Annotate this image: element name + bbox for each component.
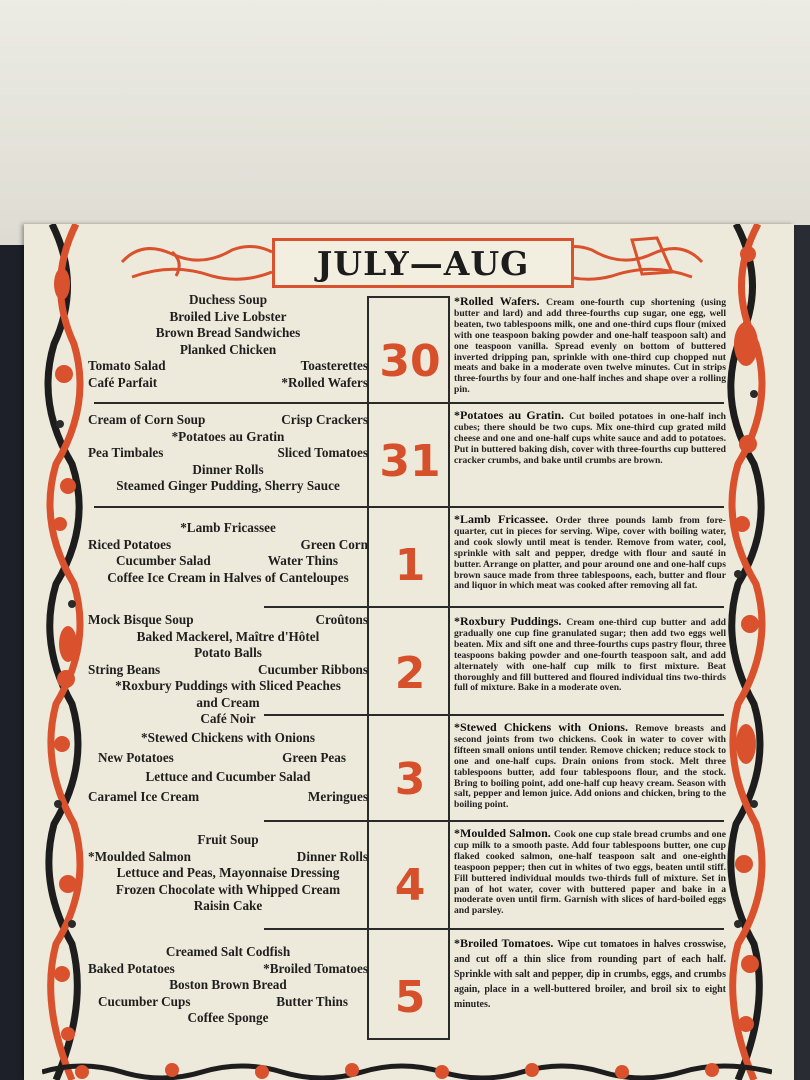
menu-line: Baked Potatoes *Broiled Tomatoes [88, 960, 368, 976]
menu-day-3 [88, 730, 368, 805]
menu-line: *Potatoes au Gratin [171, 428, 285, 444]
recipe-day-4 [454, 828, 726, 917]
menu-day-2 [88, 612, 368, 728]
menu-line: Frozen Chocolate with Whipped Cream [115, 881, 341, 897]
menu-line: Baked Mackerel, Maître d'Hôtel [136, 628, 320, 644]
day-number: 3 [394, 754, 426, 805]
day-number: 2 [394, 648, 426, 699]
row-divider-top [367, 296, 450, 298]
recipe-title: *Broiled Tomatoes. [454, 936, 558, 950]
menu-line: Fruit Soup [197, 832, 259, 847]
recipe-day-2 [454, 616, 726, 694]
menu-line: Dinner Rolls [192, 461, 264, 477]
menu-line: Lettuce and Peas, Mayonnaise Dressing [116, 865, 340, 880]
menu-day-31 [88, 412, 368, 495]
recipe-title: *Stewed Chickens with Onions. [454, 720, 636, 734]
photo-backdrop-left [0, 245, 26, 1080]
recipe-text: Wipe cut tomatoes in halves crosswise, and cut off a thin slice from rounding part of each half. Sprinkle with salt and pepper, dip in crumbs, eggs, and crumbs again, place in a well-buttered broiler, and broil six to eight minutes. [454, 939, 726, 1010]
menu-line: Cucumber Salad Water Thins [116, 553, 338, 568]
menu-line: Café Noir [200, 711, 256, 726]
menu-line: Coffee Sponge [187, 1010, 269, 1025]
menu-day-30 [88, 292, 368, 391]
menu-line: *Lamb Fricassee [180, 520, 276, 535]
menu-line: Boston Brown Bread [169, 977, 287, 992]
row-divider-bottom [367, 1038, 450, 1040]
row-divider-1 [94, 402, 724, 404]
menu-line: Steamed Ginger Pudding, Sherry Sauce [116, 478, 340, 493]
recipe-text: Cut boiled potatoes in one-half inch cubes; there should be two cups. Mix one-third cup grated mild cheese and one and one-half cups white sauce and add to potatoes. Put in buttered baking dish, cover with three-fourths cup buttered cracker crumbs, and bake until crumbs are brown. [454, 411, 727, 466]
recipe-text: Cream one-fourth cup shortening (using butter and lard) and add three-fourths cup sugar, one egg, well beaten, two tablespoons milk, one and one-third cups flour (mixed with one teaspoon baking powder and one-half teaspoon salt) and one teaspoon vanilla. Spread evenly on bottom of buttered inverted dripping pan, sprinkle with one-third cup chopped nut meats and bake in a moderate oven twelve minutes. Cut in strips three-fourths by four and one-half inches and shape over a rolling pin. [454, 297, 726, 396]
day-number: 5 [394, 972, 426, 1023]
menu-line: Cucumber Cups Butter Thins [98, 993, 348, 1009]
row-divider-5 [264, 820, 724, 822]
recipe-title: *Lamb Fricassee. [454, 512, 556, 526]
photo-backdrop-top [0, 0, 810, 245]
day-number: 4 [394, 860, 426, 911]
recipe-day-30 [454, 296, 726, 396]
menu-line: Mock Bisque Soup Croûtons [88, 612, 368, 627]
row-divider-3 [264, 606, 724, 608]
menu-line: Caramel Ice Cream Meringues [88, 788, 368, 804]
menu-line: and Cream [196, 694, 260, 710]
menu-line: Raisin Cake [193, 898, 263, 913]
title-box [272, 238, 574, 288]
row-divider-2 [94, 506, 724, 508]
recipe-title: *Rolled Wafers. [454, 294, 547, 308]
menu-line: Lettuce and Cucumber Salad [145, 769, 311, 784]
recipe-day-31 [454, 410, 726, 467]
menu-line: Brown Bread Sandwiches [155, 325, 301, 340]
menu-line: New Potatoes Green Peas [98, 749, 346, 765]
menu-line: Tomato Salad Toasterettes [88, 358, 368, 373]
recipe-day-1 [454, 514, 726, 592]
menu-line: Duchess Soup [188, 292, 268, 307]
day-number: 31 [379, 436, 441, 487]
menu-day-5 [88, 944, 368, 1027]
recipe-day-3 [454, 722, 726, 811]
menu-line: *Moulded Salmon Dinner Rolls [88, 848, 368, 864]
menu-line: *Stewed Chickens with Onions [140, 730, 316, 745]
menu-line: Broiled Live Lobster [169, 308, 287, 324]
recipe-title: *Roxbury Puddings. [454, 614, 567, 628]
menu-line: Creamed Salt Codfish [165, 944, 291, 959]
recipe-text: Remove breasts and second joints from two chickens. Cook in water to cover with fifteen small onions until tender. Remove chicken; reduce stock to one and one-half cups. Drain onions from stock. Melt three tablespoons butter, add four tablespoons flour, and the stock. Bring to boiling point, add one-half cup heavy cream. Season with salt, pepper and lemon juice. Add onions and chicken, bring to the boiling point. [454, 723, 726, 811]
menu-line: Coffee Ice Cream in Halves of Canteloupes [107, 569, 349, 585]
menu-line: Potato Balls [194, 645, 262, 660]
menu-line: Riced Potatoes Green Corn [88, 536, 368, 552]
menu-day-1 [88, 520, 368, 586]
menu-page [24, 224, 794, 1080]
recipe-day-5 [454, 936, 726, 1012]
day-number: 30 [379, 336, 441, 387]
bottom-vine-border [42, 1060, 772, 1080]
page-title: JULY—AUG [316, 243, 530, 283]
recipe-text: Cream one-third cup butter and add gradually one cup fine granulated sugar; then add two eggs well beaten. Mix and sift one and three-fourths cups pastry flour, three teaspoons baking powder and one-fourth teaspoon salt, and add alternately with one-half cup milk to first mixture. Beat thoroughly and fill buttered and floured individual tins two-thirds full of mixture. Bake in a moderate oven. [454, 617, 726, 694]
day-number: 1 [394, 540, 426, 591]
recipe-text: Order three pounds lamb from fore-quarter, cut in pieces for serving. Wipe, cover with boiling water, and cook slowly until meat is tender. Remove from water, cool, sprinkle with salt and pepper, dredge with flour and sauté in butter. Arrange on platter, and pour around one and one-half cups brown sauce made from three tablespoons, each, butter and flour and liquor in which meat was cooked after removing all fat. [454, 515, 726, 592]
menu-line: Pea Timbales Sliced Tomatoes [88, 445, 368, 460]
menu-line: *Roxbury Puddings with Sliced Peaches [115, 678, 341, 693]
recipe-title: *Potatoes au Gratin. [454, 408, 570, 422]
left-vine-border [42, 224, 88, 1080]
menu-line: Planked Chicken [179, 341, 277, 357]
recipe-text: Cook one cup stale bread crumbs and one cup milk to a smooth paste. Add four tablespoons butter, one cup flaked cooked salmon, one-half teaspoon salt and one-eighth teaspoon pepper; then cut in whites of two eggs, beaten until stiff. Fill buttered individual moulds two-thirds full of mixture. Set in pan of hot water, cover with buttered paper and bake in a moderate oven until firm. Garnish with slices of hard-boiled eggs and parsley. [454, 829, 726, 917]
menu-line: Café Parfait *Rolled Wafers [88, 374, 368, 390]
row-divider-6 [264, 928, 724, 930]
menu-line: String Beans Cucumber Ribbons [88, 661, 368, 677]
menu-line: Cream of Corn Soup Crisp Crackers [88, 412, 368, 427]
menu-day-4 [88, 832, 368, 915]
right-vine-border [724, 224, 770, 1080]
recipe-title: *Moulded Salmon. [454, 826, 554, 840]
